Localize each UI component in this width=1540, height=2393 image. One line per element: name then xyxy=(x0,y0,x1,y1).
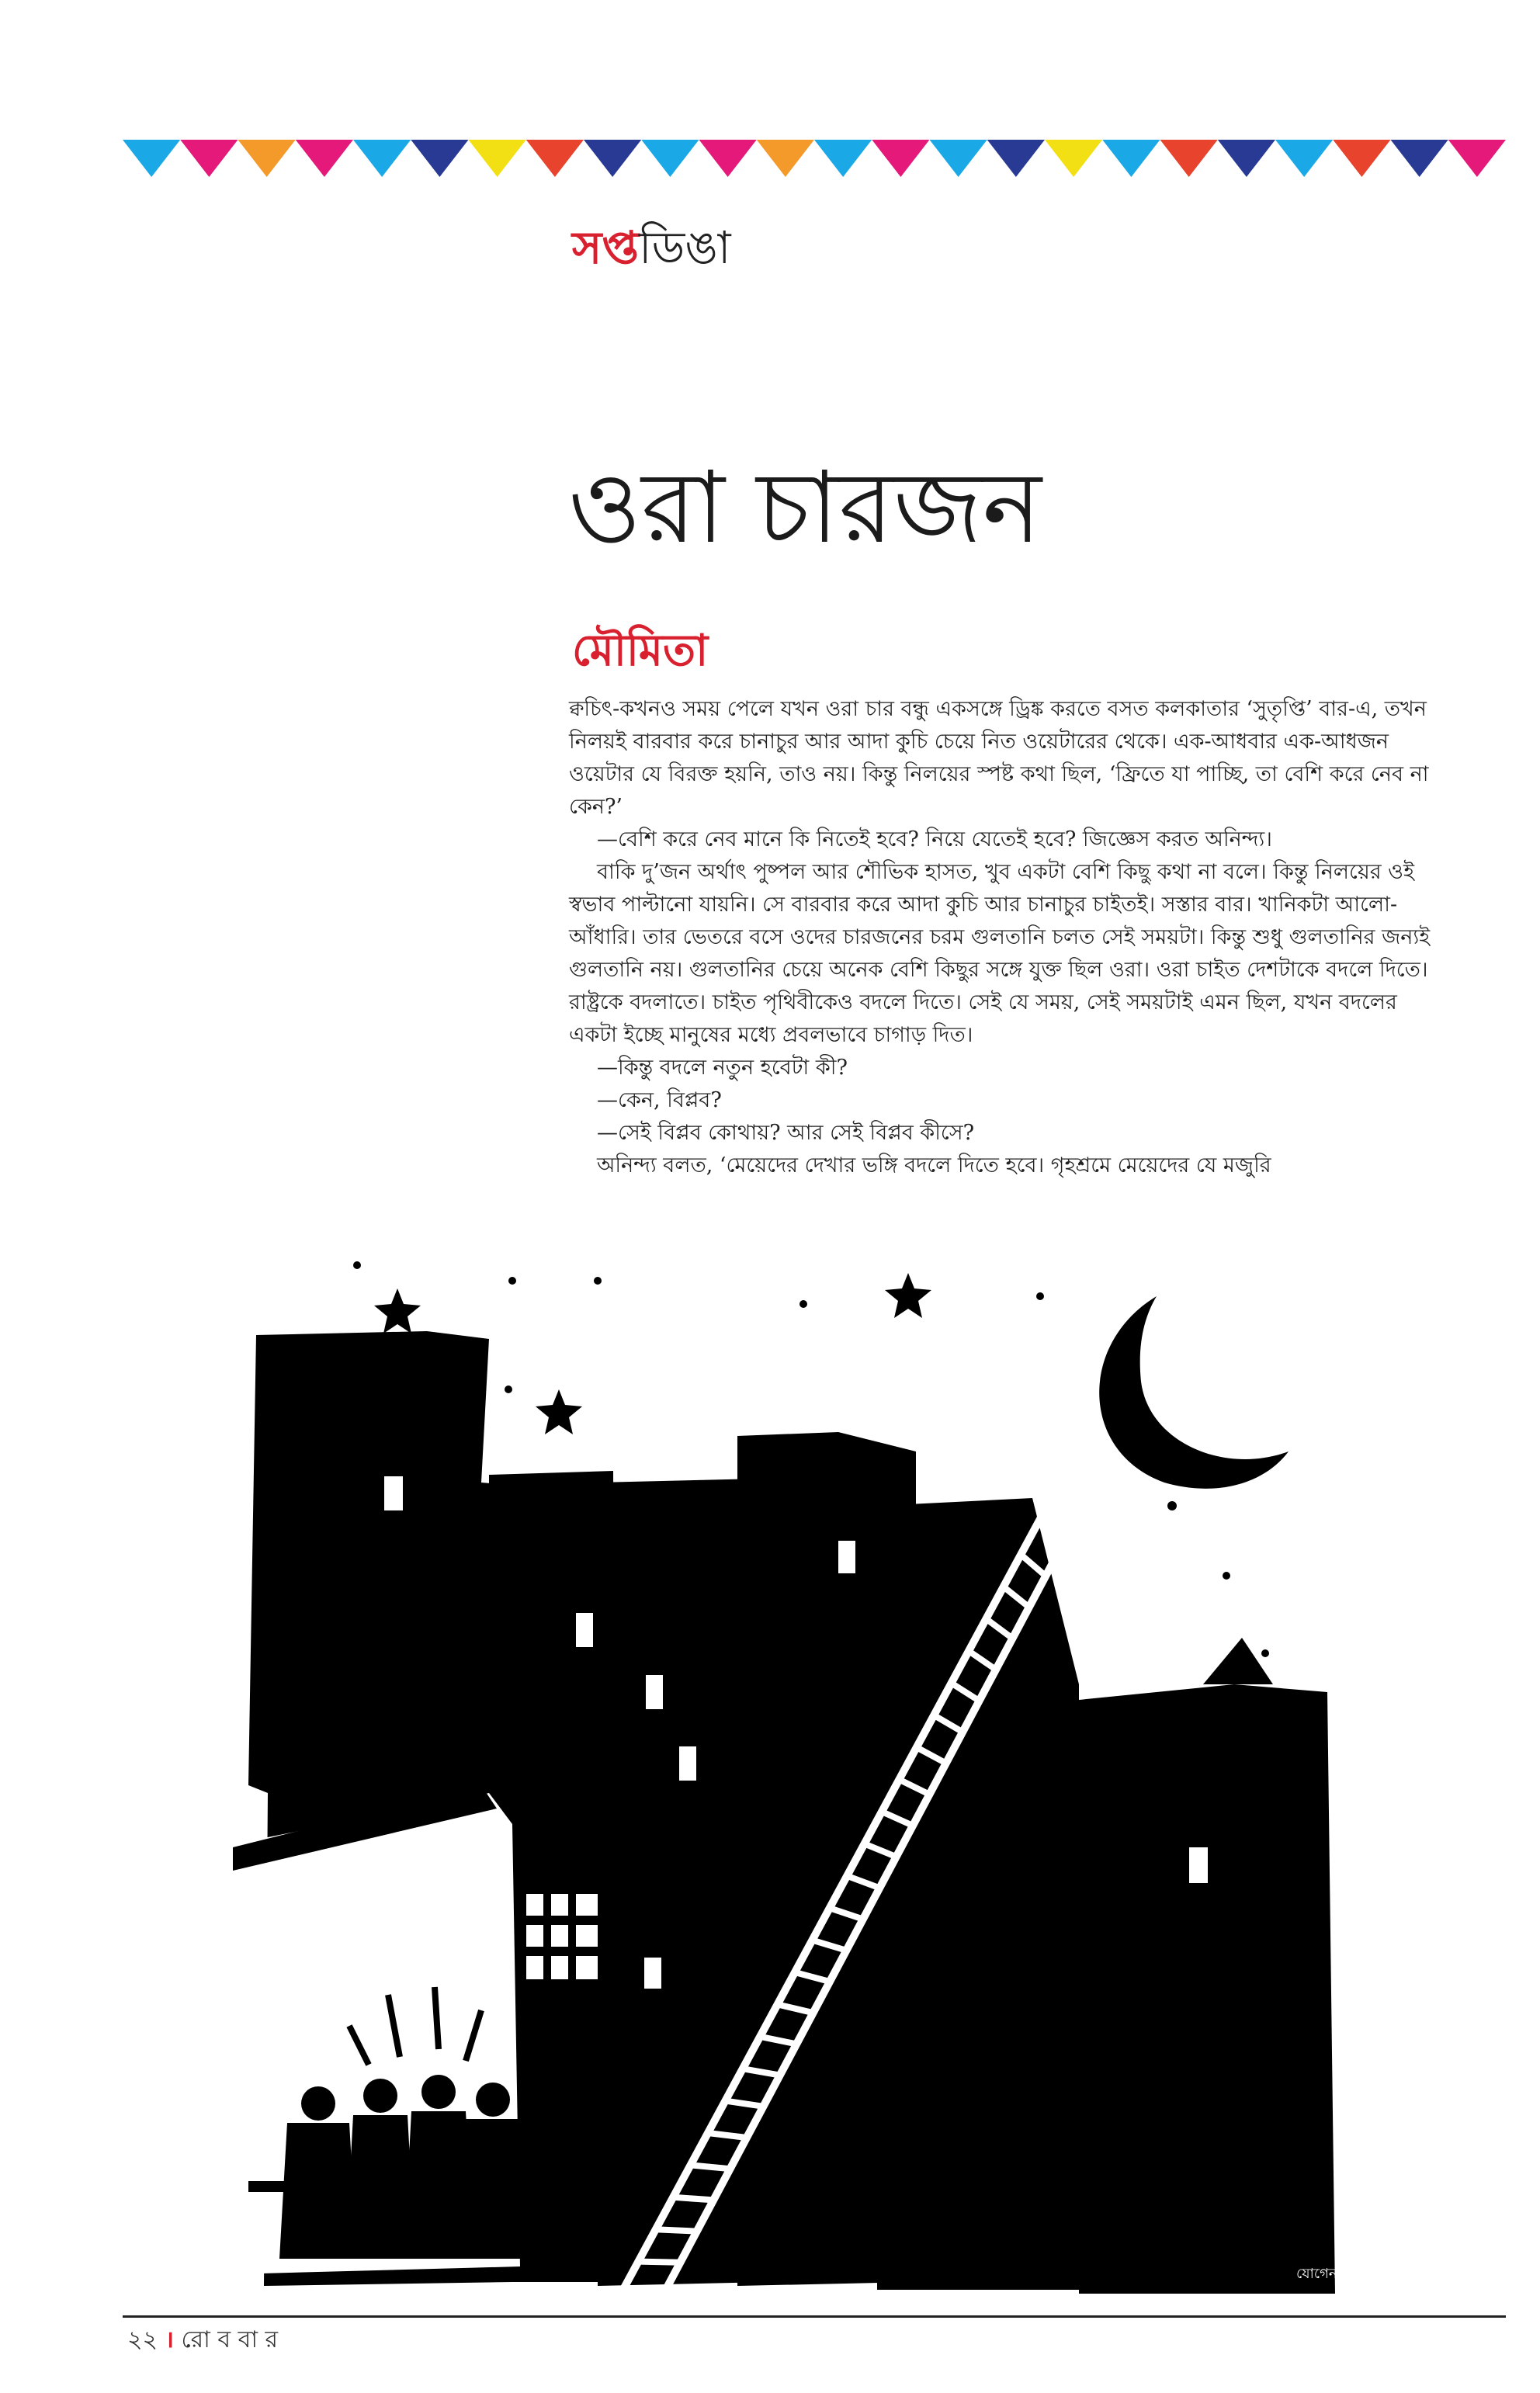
body-paragraph: —সেই বিপ্লব কোথায়? আর সেই বিপ্লব কীসে? xyxy=(597,1121,975,1145)
body-paragraph: বাকি দু’জন অর্থাৎ পুষ্পল আর শৌভিক হাসত, খুব একটা বেশি কিছু কথা না বলে। কিন্তু নিলয়ের ওই স্বভাব পাল্টানো যায়নি। সে বারবার করে আদা কুচি আর চানাচুর চাইতই। সস্তার বার। খানিকটা আলো-আঁধারি। তার ভেতরে বসে ওদের চারজনের চরম গুলতানি চলত সেই সময়টা। কিন্তু শুধু গুলতানির জন্যই গুলতানি নয়। গুলতানির চেয়ে অনেক বেশি কিছুর সঙ্গে যুক্ত ছিল ওরা। ওরা চাইত দেশটাকে বদলে দিতে। রাষ্ট্রকে বদলাতে। চাইত পৃথিবীকেও বদলে দিতে। সেই যে সময়, সেই সময়টাই এমন ছিল, যখন বদলের একটা ইচ্ছে মানুষের মধ্যে প্রবলভাবে চাগাড় দিত। xyxy=(569,860,1431,1047)
bookshelf-window xyxy=(519,1886,605,1989)
page-folio xyxy=(127,2321,278,2360)
section-header-red: সপ্ত xyxy=(572,221,639,274)
bunting-flag xyxy=(1045,140,1102,177)
bunting-flag xyxy=(238,140,296,177)
bunting-flag xyxy=(469,140,526,177)
ladder-rung xyxy=(656,2229,697,2231)
article-author: মৌমিতা xyxy=(572,626,709,676)
bunting-flag xyxy=(1391,140,1448,177)
body-paragraph: ক্বচিৎ-কখনও সময় পেলে যখন ওরা চার বন্ধু একসঙ্গে ড্রিঙ্ক করতে বসত কলকাতার ‘সুতৃপ্তি’ বার-এ, তখন নিলয়ই বারবার করে চানাচুর আর আদা কুচি চেয়ে নিত ওয়েটারের থেকে। এক-আধবার এক-আধজন ওয়েটার যে বিরক্ত হয়নি, তাও নয়। কিন্তু নিলয়ের স্পষ্ট কথা ছিল, ‘ফ্রিতে যা পাচ্ছি, তা বেশি করে নেব না কেন?’ xyxy=(569,697,1429,819)
triangle-bunting-decoration xyxy=(123,140,1506,179)
body-paragraph: —বেশি করে নেব মানে কি নিতেই হবে? নিয়ে যেতেই হবে? জিজ্ঞেস করত অনিন্দ্য। xyxy=(597,827,1272,851)
section-header xyxy=(572,221,731,274)
section-header-dark: ডিঙা xyxy=(638,221,731,274)
magazine-name: রো ব বা র xyxy=(181,2326,279,2353)
bunting-flag xyxy=(930,140,987,177)
ladder-rung xyxy=(691,2165,730,2169)
bunting-flag xyxy=(1102,140,1160,177)
bunting-flag xyxy=(1448,140,1506,177)
bunting-flag xyxy=(872,140,929,177)
body-paragraph: —কিন্তু বদলে নতুন হবেটা কী? xyxy=(597,1056,848,1080)
bunting-flag xyxy=(757,140,814,177)
crescent-moon xyxy=(1099,1296,1289,1489)
bunting-flag xyxy=(814,140,872,177)
bunting-flag xyxy=(584,140,641,177)
body-paragraph: অনিন্দ্য বলত, ‘মেয়েদের দেখার ভঙ্গি বদলে দিতে হবে। গৃহশ্রমে মেয়েদের যে মজুরি xyxy=(597,1153,1271,1177)
bunting-flag xyxy=(180,140,238,177)
night-city-illustration xyxy=(233,1250,1374,2313)
footer-rule xyxy=(123,2315,1506,2318)
ladder-rung xyxy=(673,2197,713,2201)
page-number: ২২ xyxy=(127,2326,158,2353)
ladder-rung xyxy=(1056,1490,1079,1514)
bunting-flag xyxy=(123,140,180,177)
bunting-flag xyxy=(1160,140,1218,177)
bunting-flag xyxy=(987,140,1045,177)
bunting-flag xyxy=(296,140,353,177)
bunting-flag xyxy=(699,140,757,177)
folio-separator: । xyxy=(165,2326,174,2353)
article-body xyxy=(569,693,1437,1182)
bunting-flag xyxy=(1218,140,1275,177)
body-paragraph: —কেন, বিপ্লব? xyxy=(597,1088,722,1112)
ladder-rung xyxy=(638,2262,680,2263)
bunting-flag xyxy=(1275,140,1333,177)
bunting-flag xyxy=(411,140,468,177)
article-title: ওরা চারজন xyxy=(568,450,1042,566)
bunting-flag xyxy=(1333,140,1390,177)
bunting-flag xyxy=(353,140,411,177)
bunting-flag xyxy=(526,140,584,177)
bunting-flag xyxy=(641,140,699,177)
artist-signature: যোগেন xyxy=(1296,2266,1337,2282)
